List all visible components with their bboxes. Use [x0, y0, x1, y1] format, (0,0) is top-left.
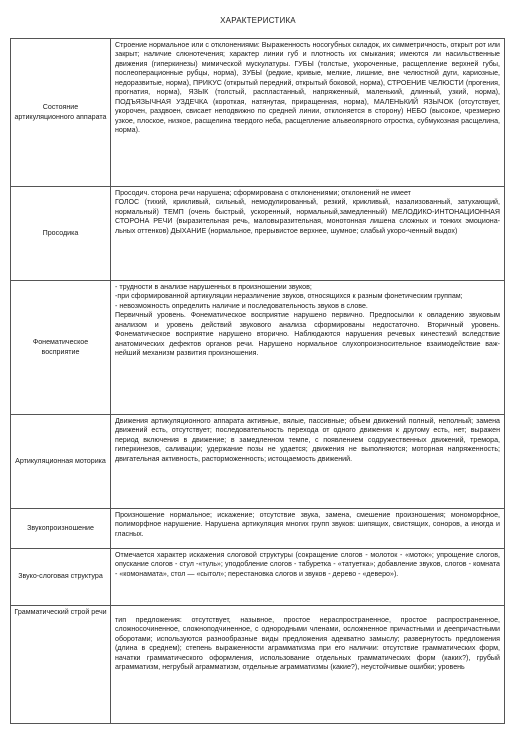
description-text: Первичный уровень. Фонематическое восприятие нарушено первично. Предпосылки к овладению звуковым анализом и уровень действий звукового анализа сформированы недостаточно. Вторичный уровень. Фонематическое восприятие нарушено вторично. Наблюдаются нарушения речевых кинестезий вследствие анатомических дефектов органов речи. Нарушено нормальное слухопроизносительное взаимодействие важ-нейший механизм развития произношения.: [115, 311, 500, 358]
row-label: Фонематическое восприятие: [11, 281, 111, 415]
row-description: [111, 549, 505, 606]
description-text: Строение нормальное или с отклонениями: Выраженность носогубных складок, их симметричность, открыт рот или закрыт; наличие слюнотечения; характер линии губ и плотность их смыкания; имеются ли насильственные движения (гиперкинезы) мимической мускулатуры. ГУБЫ (толстые, укороченные, расщепление верхней губы, послеоперационные рубцы, норма), ЗУБЫ (редкие, кривые, мелкие, лишние, вне челюстной дуги, кариозные, недоразвитые, норма), ПРИКУС (открытый передний, открытый боковой, норма), СТРОЕНИЕ ЧЕЛЮСТИ (прогения, прогнатия, норма), ЯЗЫК (толстый, распластанный, напряженный, маленький, длинный, узкий, норма), ПОДЪЯЗЫЧНАЯ УЗДЕЧКА (короткая, натянутая, приращенная, норма), МАЛЕНЬКИЙ ЯЗЫЧОК (отсутствует, укорочен, раздвоен, свисает неподвижно по средней линии, отклоняется в сторону) НЕБО (высокое, чрезмерно узкое, плоское, низкое, расщелина твердого неба, расщепление альвеолярного отростка, субмукозная расщелина, норма).: [115, 41, 500, 135]
description-text: Отмечается характер искажения слоговой структуры (сокращение слогов - молоток - «моток»; упрощение слогов, опускание слогов - стул -«туль»; уподобление слогов - табуретка - «татуетка»; добавление звуков, слогов - комната - «комонамата», стол — «сытол»; перестановка слогов и звуков - дерево - «дeверo»).: [115, 551, 500, 578]
row-label: Артикуляционная моторика: [11, 415, 111, 509]
table-row: [11, 606, 505, 724]
description-text: ГОЛОС (тихий, крикливый, сильный, немодулированный, резкий, крикливый, назализованный, затухающий, нормальный) ТЕМП (очень быстрый, ускоренный, нормальный,замедленный) МЕЛОДИКО-ИНТОНАЦИОННАЯ СТОРОНА РЕЧИ (выразительная речь, маловыразительная, монотонная лишена сложных и тонких эмоциона-льных оттенков) ДЫХАНИЕ (нормальное, прерывистое верхнее, шумное; слабый укоро-ченный выдох): [115, 198, 500, 235]
description-text: Просодич. сторона речи нарушена; сформирована с отклонениями; отклонений не имеет: [115, 189, 411, 197]
characteristics-table: [10, 38, 505, 724]
row-label: Просодика: [11, 187, 111, 281]
row-description: [111, 281, 505, 415]
row-description: [111, 606, 505, 724]
row-description: [111, 39, 505, 187]
table-row: [11, 281, 505, 415]
table-row: [11, 187, 505, 281]
description-text: - трудности в анализе нарушенных в произношении звуков;: [115, 283, 312, 291]
row-description: [111, 415, 505, 509]
row-label: Звуко-слоговая структура: [11, 549, 111, 606]
row-description: [111, 187, 505, 281]
row-label: Грамматический строй речи: [11, 606, 111, 724]
row-label: Звукопроизношение: [11, 509, 111, 549]
description-text: Движения артикуляционного аппарата активные, вялые, пассивные; объем движений полный, неполный; замена движений есть, отсутствует; последовательность перехода от одного движения к другому есть, нет; выражен период включения в движение; в замедленном темпе, с появлением содружественных движений, тремора, гиперкинезов, саливации; удержание позы не удается; движения не выполняются; моторная напряженность; двигательная активность, расторможенность; истощаемость движений.: [115, 417, 500, 463]
description-text: тип предложения: отсутствует, назывное, простое нераспространенное, простое распространенное, сложносочиненное, сложноподчиненное, с однородными членами, осложненное причастными и деепричастными оборотами; используются разнообразные виды предложения адекватно замыслу; развернутость предложения (длина в среднем); степень выраженности аграмматизма при его наличии: отсутствие грамматических форм, начатки грамматического оформления, использование отдельных грамматических форм (каких?), грубый аграмматизм, негрубый аграмматизм, отдельные аграмматизмы (какие?), неустойчивые ошибки; уровень: [115, 616, 500, 672]
row-label: Состояние артикуляционного аппарата: [11, 39, 111, 187]
table-row: [11, 549, 505, 606]
row-description: [111, 509, 505, 549]
document-title: ХАРАКТЕРИСТИКА: [220, 16, 296, 25]
description-text: Произношение нормальное; искажение; отсутствие звука, замена, смешение произношения; мономорфное, полиморфное нарушение. Нарушена артикуляция многих групп звуков: шипящих, свистящих, соноров, а иногда и гласных.: [115, 511, 500, 538]
table-row: [11, 509, 505, 549]
table-row: [11, 39, 505, 187]
table-row: [11, 415, 505, 509]
description-text: -при сформированной артикуляции неразличение звуков, относящихся к разным фонетическим группам;: [115, 292, 463, 301]
description-text: - невозможность определить наличие и последовательность звуков в слове.: [115, 301, 368, 310]
